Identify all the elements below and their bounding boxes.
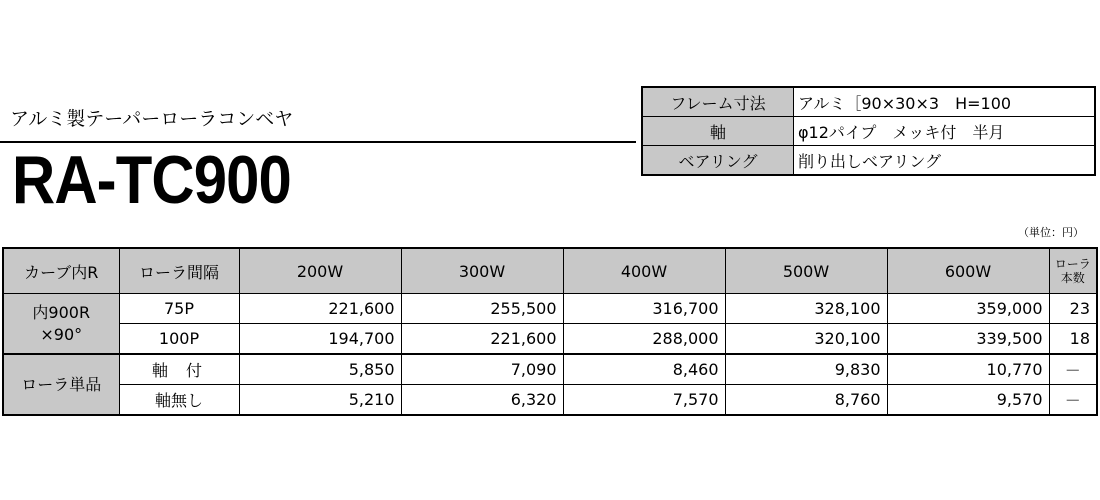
price-cell: 5,210: [239, 385, 401, 416]
header-roller-count-top: ローラ: [1054, 257, 1091, 271]
spec-label: 軸: [642, 117, 794, 146]
table-row: [3, 385, 1097, 416]
price-cell: 8,460: [563, 354, 725, 385]
table-row: [3, 354, 1097, 385]
header-pitch: ローラ間隔: [119, 248, 239, 294]
price-cell: 221,600: [401, 324, 563, 355]
price-cell: 359,000: [887, 294, 1049, 324]
header-width: 600W: [887, 248, 1049, 294]
price-cell: 194,700: [239, 324, 401, 355]
price-cell: 316,700: [563, 294, 725, 324]
header-width: 200W: [239, 248, 401, 294]
price-cell: 339,500: [887, 324, 1049, 355]
price-cell: 8,760: [725, 385, 887, 416]
price-cell: 328,100: [725, 294, 887, 324]
price-cell: 221,600: [239, 294, 401, 324]
pitch-cell: 100P: [119, 324, 239, 355]
spec-label: ベアリング: [642, 146, 794, 176]
price-cell: 9,570: [887, 385, 1049, 416]
group-label-bottom: ×90°: [40, 324, 83, 344]
spec-row: [642, 146, 1095, 176]
count-cell: 23: [1049, 294, 1097, 324]
price-cell: 10,770: [887, 354, 1049, 385]
header-width: 500W: [725, 248, 887, 294]
header-width: 300W: [401, 248, 563, 294]
table-row: [3, 294, 1097, 324]
count-cell: －: [1049, 385, 1097, 416]
model-number: RA-TC900: [12, 142, 291, 218]
header-row: [3, 248, 1097, 294]
header-roller-count: [1049, 248, 1097, 294]
price-cell: 255,500: [401, 294, 563, 324]
price-cell: 320,100: [725, 324, 887, 355]
group-label-top: 内900R: [32, 302, 91, 322]
unit-note: （単位：円）: [1018, 226, 1084, 239]
header-width: 400W: [563, 248, 725, 294]
price-cell: 7,090: [401, 354, 563, 385]
spec-label: フレーム寸法: [642, 87, 794, 117]
price-cell: 288,000: [563, 324, 725, 355]
spec-value: アルミ［90×30×3 H=100: [794, 87, 1096, 117]
spec-row: [642, 117, 1095, 146]
price-cell: 6,320: [401, 385, 563, 416]
count-cell: －: [1049, 354, 1097, 385]
spec-table: [641, 86, 1096, 176]
product-subtitle: アルミ製テーパーローラコンベヤ: [10, 108, 294, 130]
spec-row: [642, 87, 1095, 117]
price-table: [2, 247, 1098, 416]
pitch-cell: 軸無し: [119, 385, 239, 416]
table-row: [3, 324, 1097, 355]
pitch-cell: 軸付: [119, 354, 239, 385]
spec-value: 削り出しベアリング: [794, 146, 1096, 176]
group-label-curve: [3, 294, 119, 355]
group-label-roller: ローラ単品: [3, 354, 119, 415]
price-cell: 9,830: [725, 354, 887, 385]
header-curve: カーブ内R: [3, 248, 119, 294]
pitch-cell: 75P: [119, 294, 239, 324]
spec-value: φ12パイプ メッキ付 半月: [794, 117, 1096, 146]
price-cell: 7,570: [563, 385, 725, 416]
header-roller-count-bottom: 本数: [1060, 271, 1085, 285]
count-cell: 18: [1049, 324, 1097, 355]
price-cell: 5,850: [239, 354, 401, 385]
